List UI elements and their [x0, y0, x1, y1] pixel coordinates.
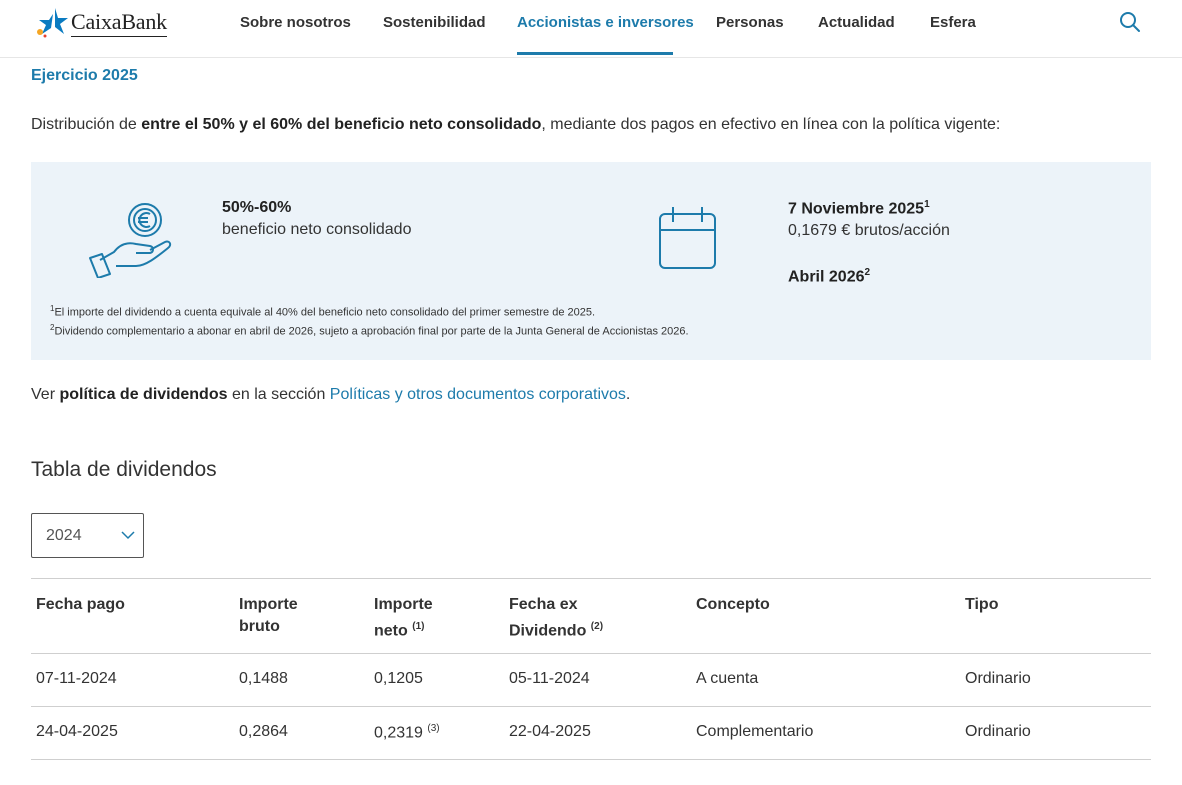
policies-link[interactable]: Políticas y otros documentos corporativos	[329, 386, 626, 403]
intro-bold: entre el 50% y el 60% del beneficio neto consolidado	[141, 116, 542, 133]
cell-importe-neto	[374, 670, 423, 688]
payment-date-1-text: 7 Noviembre 2025	[788, 200, 925, 218]
col-header-importe-neto-sup: (1)	[412, 621, 425, 632]
cell-concepto: Complementario	[696, 723, 814, 740]
cell-tipo: Ordinario	[965, 723, 1031, 740]
col-header-fecha-ex-line1: Fecha ex	[509, 596, 578, 613]
logo-text: CaixaBank	[71, 9, 167, 34]
footnote-2-num: 2	[50, 323, 55, 332]
cell-importe-neto-sup: (3)	[427, 723, 440, 734]
nav-item-personas[interactable]: Personas	[716, 14, 784, 31]
nav-item-accionistas[interactable]: Accionistas e inversores	[517, 14, 694, 31]
col-header-importe-bruto-line1: Importe	[239, 596, 298, 613]
payment-date-2-sup: 2	[864, 267, 871, 278]
dividend-policy-reference	[31, 386, 630, 404]
ver-pre: Ver	[31, 386, 60, 403]
intro-post: , mediante dos pagos en efectivo en línea con la política vigente:	[541, 116, 1001, 133]
cell-importe-neto-value: 0,2319	[374, 724, 423, 742]
cell-importe-neto-value: 0,1205	[374, 670, 423, 687]
table-top-border	[31, 578, 1151, 579]
cell-tipo: Ordinario	[965, 670, 1031, 687]
search-button[interactable]	[1118, 10, 1142, 34]
cell-fecha-pago: 07-11-2024	[36, 670, 117, 687]
nav-item-esfera[interactable]: Esfera	[930, 14, 976, 31]
ver-mid: en la sección	[227, 386, 330, 403]
col-header-concepto: Concepto	[696, 596, 770, 613]
col-header-fecha-ex	[509, 594, 603, 642]
payment-date-1-sup: 1	[924, 199, 930, 210]
col-header-fecha-pago: Fecha pago	[36, 596, 125, 613]
col-header-importe-bruto	[239, 594, 298, 638]
cell-importe-bruto: 0,1488	[239, 670, 288, 687]
dividend-policy-panel	[31, 162, 1151, 360]
cell-importe-neto	[374, 723, 440, 742]
footnote-1	[50, 304, 595, 319]
cell-concepto: A cuenta	[696, 670, 759, 687]
table-bottom-border	[31, 759, 1151, 760]
footnote-2	[50, 323, 689, 338]
col-header-fecha-ex-line2: Dividendo	[509, 622, 587, 640]
chevron-down-icon	[121, 530, 135, 540]
intro-text	[31, 116, 1000, 134]
ver-bold: política de dividendos	[59, 386, 228, 403]
table-header-border	[31, 653, 1151, 654]
site-header	[0, 0, 1182, 58]
table-row-border	[31, 706, 1151, 707]
cell-fecha-pago: 24-04-2025	[36, 723, 118, 740]
col-header-importe-neto-line2: neto	[374, 622, 408, 640]
dividend-table-title: Tabla de dividendos	[31, 458, 217, 481]
year-select[interactable]	[31, 513, 144, 558]
cell-fecha-ex: 05-11-2024	[509, 670, 590, 687]
nav-item-sobre-nosotros[interactable]: Sobre nosotros	[240, 14, 351, 31]
payment-date-1	[788, 199, 930, 218]
payment-amount-1: 0,1679 € brutos/acción	[788, 222, 950, 239]
footnote-1-num: 1	[50, 304, 55, 313]
col-header-importe-neto-line1: Importe	[374, 596, 433, 613]
cell-fecha-ex: 22-04-2025	[509, 723, 591, 740]
footnote-2-text: Dividendo complementario a abonar en abril de 2026, sujeto a aprobación final por parte de la Junta General de Accionistas 2026.	[54, 325, 689, 338]
nav-item-actualidad[interactable]: Actualidad	[818, 14, 895, 31]
calendar-icon	[657, 206, 719, 270]
search-icon	[1118, 10, 1142, 34]
col-header-fecha-ex-sup: (2)	[590, 621, 604, 632]
col-header-importe-bruto-line2: bruto	[239, 618, 280, 635]
col-header-tipo: Tipo	[965, 596, 999, 613]
section-heading: Ejercicio 2025	[31, 67, 138, 84]
caixabank-logo[interactable]	[33, 6, 167, 38]
percentage-title: 50%-60%	[222, 199, 292, 216]
payment-date-2-text: Abril 2026	[788, 268, 865, 286]
caixabank-star-icon	[33, 6, 69, 38]
intro-pre: Distribución de	[31, 116, 142, 133]
nav-item-sostenibilidad[interactable]: Sostenibilidad	[383, 14, 486, 31]
payment-date-2	[788, 267, 870, 286]
active-nav-indicator	[517, 52, 673, 55]
col-header-importe-neto	[374, 594, 433, 642]
ver-post: .	[625, 386, 631, 403]
footnote-1-text: El importe del dividendo a cuenta equivale al 40% del beneficio neto consolidado del primer semestre de 2025.	[54, 306, 596, 319]
cell-importe-bruto: 0,2864	[239, 723, 288, 740]
percentage-description: beneficio neto consolidado	[222, 221, 412, 238]
year-select-value: 2024	[46, 527, 82, 544]
hand-euro-icon	[88, 200, 178, 278]
